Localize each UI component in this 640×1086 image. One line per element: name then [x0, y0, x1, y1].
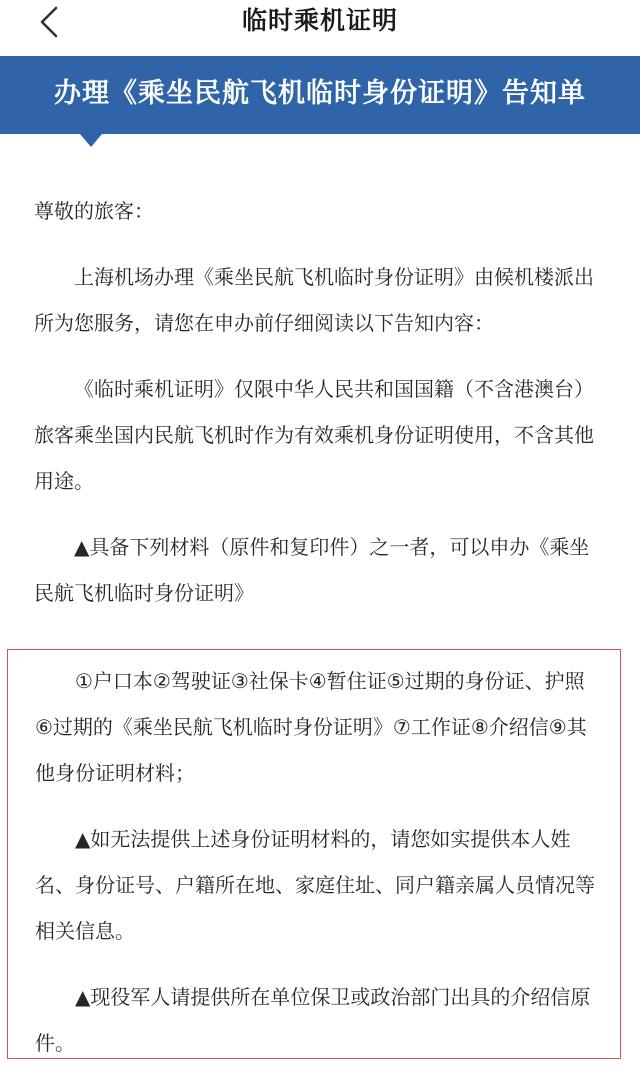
banner-title: 办理《乘坐民航飞机临时身份证明》告知单: [54, 78, 586, 109]
usage-scope-paragraph: 《临时乘机证明》仅限中华人民共和国国籍（不含港澳台）旅客乘坐国内民航飞机时作为有效乘机身份证明使用，不含其他用途。: [34, 377, 594, 493]
banner-pointer: [80, 134, 102, 147]
greeting-text: 尊敬的旅客：: [34, 199, 154, 223]
highlighted-content: [35, 658, 601, 1086]
notice-content: [34, 188, 600, 636]
intro-paragraph: 上海机场办理《乘坐民航飞机临时身份证明》由候机楼派出所为您服务，请您在申办前仔细阅读以下告知内容：: [34, 265, 594, 335]
notice-banner: [0, 56, 640, 134]
page-title: 临时乘机证明: [241, 6, 398, 35]
military-paragraph: ▲现役军人请提供所在单位保卫或政治部门出具的介绍信原件。: [35, 985, 591, 1055]
highlighted-requirements-box: [7, 649, 621, 1059]
no-documents-paragraph: ▲如无法提供上述身份证明材料的，请您如实提供本人姓名、身份证号、户籍所在地、家庭住址、同户籍亲属人员情况等相关信息。: [35, 827, 595, 943]
materials-list-paragraph: ①户口本②驾驶证③社保卡④暂住证⑤过期的身份证、护照⑥过期的《乘坐民航飞机临时身份证明》⑦工作证⑧介绍信⑨其他身份证明材料；: [35, 669, 587, 785]
materials-heading-paragraph: ▲具备下列材料（原件和复印件）之一者，可以申办《乘坐民航飞机临时身份证明》: [34, 535, 590, 605]
nav-bar: [0, 0, 640, 46]
